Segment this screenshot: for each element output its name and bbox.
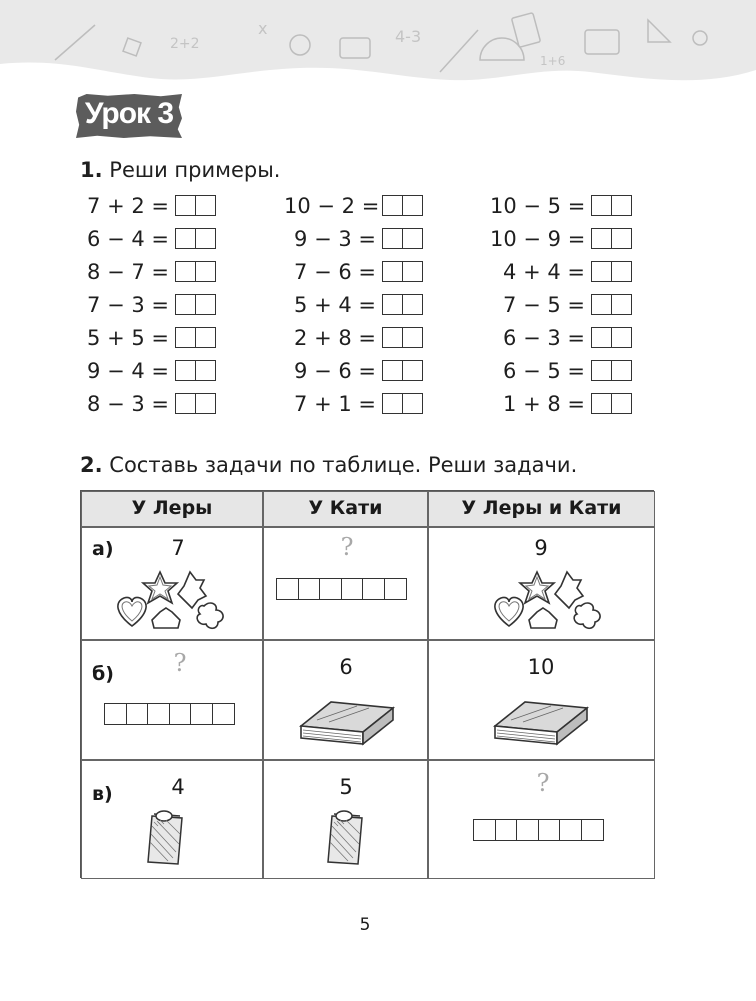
answer-cell[interactable] (591, 393, 612, 414)
answer-boxes (175, 195, 214, 221)
answer-cell[interactable] (591, 294, 612, 315)
table-cell-b-katya (263, 640, 428, 760)
answer-cell[interactable] (382, 393, 403, 414)
example-expression: 6 − 3 = (503, 326, 585, 350)
example-row (490, 326, 630, 350)
table-cell-c-total (428, 760, 655, 879)
example-row (84, 260, 214, 284)
example-expression: 2 + 8 = (294, 326, 376, 350)
notepad-icon (146, 806, 184, 866)
example-row (284, 227, 421, 251)
value-c-lera: 4 (171, 775, 185, 799)
lesson-badge (70, 90, 190, 144)
example-row (490, 293, 630, 317)
example-expression: 6 − 5 = (503, 359, 585, 383)
answer-cell[interactable] (402, 393, 423, 414)
cookie-cutters-icon (112, 568, 242, 630)
task2-title: Составь задачи по таблице. Реши задачи. (109, 453, 578, 477)
answer-boxes (382, 294, 421, 320)
example-expression: 7 − 6 = (294, 260, 376, 284)
answer-cell[interactable] (195, 261, 216, 282)
answer-cell[interactable] (147, 703, 170, 725)
table-cell-c-lera (81, 760, 263, 879)
answer-cell[interactable] (298, 578, 321, 600)
example-expression: 4 + 4 = (503, 260, 585, 284)
example-expression: 7 − 3 = (87, 293, 169, 317)
table-cell-a-total (428, 527, 655, 640)
answer-boxes (175, 393, 214, 419)
example-row (284, 260, 421, 284)
answer-cell[interactable] (319, 578, 342, 600)
answer-boxes (591, 195, 630, 221)
task1-heading (80, 158, 280, 182)
row-label-b: б) (92, 663, 114, 685)
table-cell-c-katya (263, 760, 428, 879)
value-a-lera: 7 (171, 536, 185, 560)
example-expression: 10 − 5 = (490, 194, 586, 218)
answer-boxes (175, 261, 214, 287)
answer-cell[interactable] (382, 261, 403, 282)
table-cell-b-total (428, 640, 655, 760)
answer-cell[interactable] (591, 360, 612, 381)
answer-cell[interactable] (195, 195, 216, 216)
answer-cell[interactable] (402, 360, 423, 381)
svg-text:4-3: 4-3 (395, 27, 422, 46)
question-mark: ? (340, 533, 354, 561)
answer-cell[interactable] (175, 228, 196, 249)
example-expression: 7 + 1 = (294, 392, 376, 416)
answer-boxes (382, 261, 421, 287)
answer-boxes (591, 360, 630, 386)
answer-cell[interactable] (402, 261, 423, 282)
example-expression: 8 − 7 = (87, 260, 169, 284)
answer-cell[interactable] (538, 819, 561, 841)
answer-cell[interactable] (195, 228, 216, 249)
example-expression: 1 + 8 = (503, 392, 585, 416)
answer-cell[interactable] (175, 261, 196, 282)
task-table (80, 490, 654, 878)
example-row (490, 227, 630, 251)
answer-boxes (591, 294, 630, 320)
book-icon (491, 696, 591, 748)
page-number: 5 (359, 915, 371, 935)
example-row (490, 260, 630, 284)
example-row (284, 293, 421, 317)
answer-boxes (591, 393, 630, 419)
example-expression: 9 − 4 = (87, 359, 169, 383)
answer-cell[interactable] (276, 578, 299, 600)
answer-cell[interactable] (195, 393, 216, 414)
example-expression: 7 + 2 = (87, 194, 169, 218)
answer-cell[interactable] (516, 819, 539, 841)
svg-text:2+2: 2+2 (170, 36, 200, 52)
answer-cell[interactable] (126, 703, 149, 725)
answer-cell[interactable] (591, 228, 612, 249)
answer-boxes (382, 195, 421, 221)
answer-cell[interactable] (591, 195, 612, 216)
answer-cell[interactable] (384, 578, 407, 600)
book-icon (297, 696, 397, 748)
row-label-a: а) (92, 538, 114, 560)
example-expression: 10 − 2 = (284, 194, 380, 218)
answer-cell[interactable] (473, 819, 496, 841)
answer-boxes (175, 360, 214, 386)
answer-boxes (591, 261, 630, 287)
answer-cell[interactable] (402, 294, 423, 315)
example-expression: 6 − 4 = (87, 227, 169, 251)
header-doodle-band (0, 0, 756, 100)
example-expression: 10 − 9 = (490, 227, 586, 251)
example-row (84, 293, 214, 317)
answer-cell[interactable] (611, 294, 632, 315)
answer-cell[interactable] (195, 360, 216, 381)
table-cell-a-katya (263, 527, 428, 640)
answer-cell[interactable] (104, 703, 127, 725)
answer-cell[interactable] (402, 327, 423, 348)
answer-strip (276, 578, 405, 600)
table-header-katya: У Кати (263, 491, 428, 527)
example-row (490, 194, 630, 218)
table-cell-a-lera (81, 527, 263, 640)
answer-strip (104, 703, 233, 725)
answer-cell[interactable] (341, 578, 364, 600)
answer-cell[interactable] (559, 819, 582, 841)
answer-cell[interactable] (382, 195, 403, 216)
answer-strip (473, 819, 602, 841)
answer-boxes (175, 294, 214, 320)
answer-cell[interactable] (611, 327, 632, 348)
answer-cell[interactable] (591, 261, 612, 282)
answer-boxes (591, 327, 630, 353)
answer-cell[interactable] (175, 360, 196, 381)
table-cell-b-lera (81, 640, 263, 760)
cookie-cutters-icon (489, 568, 619, 630)
task1-number: 1. (80, 158, 103, 182)
answer-cell[interactable] (169, 703, 192, 725)
answer-boxes (382, 393, 421, 419)
answer-boxes (382, 228, 421, 254)
answer-cell[interactable] (581, 819, 604, 841)
answer-cell[interactable] (212, 703, 235, 725)
answer-cell[interactable] (611, 228, 632, 249)
task2-heading (80, 453, 577, 477)
row-label-c: в) (92, 783, 113, 805)
answer-cell[interactable] (382, 360, 403, 381)
value-b-katya: 6 (339, 655, 353, 679)
task2-number: 2. (80, 453, 103, 477)
answer-cell[interactable] (611, 261, 632, 282)
answer-cell[interactable] (402, 228, 423, 249)
lesson-title: Урок 3 (84, 97, 174, 130)
example-row (84, 392, 214, 416)
answer-boxes (382, 327, 421, 353)
question-mark: ? (173, 649, 187, 677)
value-a-total: 9 (534, 536, 548, 560)
example-row (84, 227, 214, 251)
answer-cell[interactable] (402, 195, 423, 216)
example-row (284, 326, 421, 350)
answer-cell[interactable] (175, 294, 196, 315)
answer-cell[interactable] (382, 294, 403, 315)
answer-cell[interactable] (611, 195, 632, 216)
svg-text:1+6: 1+6 (540, 54, 566, 68)
answer-cell[interactable] (195, 294, 216, 315)
table-header-lera: У Леры (81, 491, 263, 527)
answer-boxes (175, 327, 214, 353)
notepad-icon (326, 806, 364, 866)
answer-cell[interactable] (611, 393, 632, 414)
example-row (284, 194, 421, 218)
table-header-total: У Леры и Кати (428, 491, 655, 527)
value-c-katya: 5 (339, 775, 353, 799)
example-row (84, 194, 214, 218)
task1-title: Реши примеры. (109, 158, 281, 182)
example-row (284, 359, 421, 383)
answer-boxes (175, 228, 214, 254)
example-expression: 9 − 6 = (294, 359, 376, 383)
value-b-total: 10 (527, 655, 555, 679)
example-expression: 8 − 3 = (87, 392, 169, 416)
answer-cell[interactable] (382, 327, 403, 348)
answer-cell[interactable] (190, 703, 213, 725)
example-row (490, 392, 630, 416)
answer-cell[interactable] (362, 578, 385, 600)
svg-text:x: x (258, 19, 268, 38)
answer-boxes (382, 360, 421, 386)
answer-cell[interactable] (175, 195, 196, 216)
example-row (284, 392, 421, 416)
answer-cell[interactable] (611, 360, 632, 381)
example-expression: 7 − 5 = (503, 293, 585, 317)
example-row (84, 326, 214, 350)
question-mark: ? (536, 769, 550, 797)
answer-cell[interactable] (175, 393, 196, 414)
answer-boxes (591, 228, 630, 254)
answer-cell[interactable] (175, 327, 196, 348)
answer-cell[interactable] (591, 327, 612, 348)
answer-cell[interactable] (495, 819, 518, 841)
example-expression: 9 − 3 = (294, 227, 376, 251)
answer-cell[interactable] (382, 228, 403, 249)
answer-cell[interactable] (195, 327, 216, 348)
example-row (490, 359, 630, 383)
example-expression: 5 + 4 = (294, 293, 376, 317)
example-row (84, 359, 214, 383)
example-expression: 5 + 5 = (87, 326, 169, 350)
